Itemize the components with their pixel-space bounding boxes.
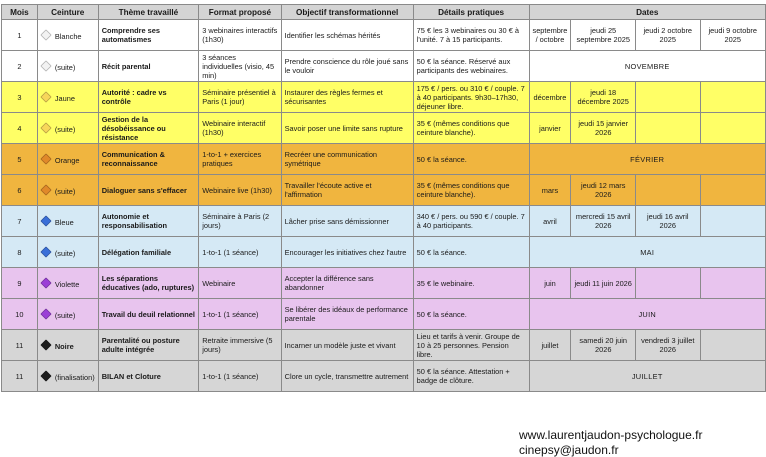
cell-theme: Comprendre ses automatismes <box>98 20 199 51</box>
cell-ceinture <box>37 268 98 299</box>
cell-ceinture <box>37 51 98 82</box>
cell-mois: 9 <box>2 268 38 299</box>
cell-ceinture <box>37 20 98 51</box>
header-theme: Thème travaillé <box>98 5 199 20</box>
cell-mois: 2 <box>2 51 38 82</box>
cell-objectif: Recréer une communication symétrique <box>281 144 413 175</box>
cell-theme: Autonomie et responsabilisation <box>98 206 199 237</box>
cell-mois: 6 <box>2 175 38 206</box>
cell-details: 50 € la séance. Attestation + badge de clôture. <box>413 361 529 392</box>
cell-date: jeudi 12 mars 2026 <box>571 175 636 206</box>
ceinture-label: (suite) <box>54 62 76 72</box>
cell-date <box>700 206 765 237</box>
header-mois: Mois <box>2 5 38 20</box>
cell-details: 50 € la séance. <box>413 237 529 268</box>
cell-details: 50 € la séance. <box>413 299 529 330</box>
cell-date <box>700 175 765 206</box>
cell-theme: Récit parental <box>98 51 199 82</box>
cell-format: Séminaire à Paris (2 jours) <box>199 206 281 237</box>
table-row <box>2 361 766 392</box>
cell-objectif: Instaurer des règles fermes et sécurisantes <box>281 82 413 113</box>
program-table <box>1 4 766 392</box>
table-row <box>2 51 766 82</box>
table-row <box>2 299 766 330</box>
cell-month-label: JUILLET <box>529 361 766 392</box>
cell-theme: Parentalité ou posture adulte intégrée <box>98 330 199 361</box>
cell-theme: Les séparations éducatives (ado, ruptures) <box>98 268 199 299</box>
cell-details: 75 € les 3 webinaires ou 30 € à l'unité. 7 à 15 participants. <box>413 20 529 51</box>
cell-month-label: MAI <box>529 237 766 268</box>
belt-diamond-icon <box>40 215 51 226</box>
cell-date <box>700 113 765 144</box>
belt-diamond-icon <box>40 339 51 350</box>
ceinture-label: Blanche <box>54 31 82 41</box>
cell-ceinture <box>37 175 98 206</box>
belt-diamond-icon <box>40 29 51 40</box>
belt-diamond-icon <box>40 153 51 164</box>
cell-period: septembre / octobre <box>529 20 571 51</box>
cell-theme: Communication & reconnaissance <box>98 144 199 175</box>
cell-period: avril <box>529 206 571 237</box>
cell-format: 1-to-1 + exercices pratiques <box>199 144 281 175</box>
header-ceinture: Ceinture <box>37 5 98 20</box>
table-row <box>2 268 766 299</box>
cell-mois: 11 <box>2 361 38 392</box>
table-body <box>2 20 766 392</box>
ceinture-label: (suite) <box>54 248 76 258</box>
cell-month-label: FÉVRIER <box>529 144 766 175</box>
cell-date <box>636 175 701 206</box>
belt-diamond-icon <box>40 122 51 133</box>
cell-format: Webinaire live (1h30) <box>199 175 281 206</box>
table-row <box>2 82 766 113</box>
cell-theme: Dialoguer sans s'effacer <box>98 175 199 206</box>
cell-date: jeudi 2 octobre 2025 <box>636 20 701 51</box>
cell-mois: 10 <box>2 299 38 330</box>
cell-details: 35 € (mêmes conditions que ceinture blanche). <box>413 175 529 206</box>
cell-ceinture <box>37 144 98 175</box>
cell-theme: Autorité : cadre vs contrôle <box>98 82 199 113</box>
cell-ceinture <box>37 361 98 392</box>
ceinture-label: (finalisation) <box>54 372 95 382</box>
cell-objectif: Encourager les initiatives chez l'autre <box>281 237 413 268</box>
header-format: Format proposé <box>199 5 281 20</box>
cell-ceinture <box>37 113 98 144</box>
cell-mois: 5 <box>2 144 38 175</box>
cell-mois: 8 <box>2 237 38 268</box>
header-details: Détails pratiques <box>413 5 529 20</box>
cell-ceinture <box>37 299 98 330</box>
cell-date <box>700 268 765 299</box>
belt-diamond-icon <box>40 91 51 102</box>
ceinture-label: Jaune <box>54 93 75 103</box>
cell-details: 35 € le webinaire. <box>413 268 529 299</box>
belt-diamond-icon <box>40 184 51 195</box>
ceinture-label: Bleue <box>54 217 74 227</box>
cell-date: mercredi 15 avril 2026 <box>571 206 636 237</box>
table-row <box>2 237 766 268</box>
cell-theme: Gestion de la désobéissance ou résistance <box>98 113 199 144</box>
cell-mois: 11 <box>2 330 38 361</box>
cell-date <box>636 268 701 299</box>
cell-month-label: NOVEMBRE <box>529 51 766 82</box>
cell-ceinture <box>37 330 98 361</box>
ceinture-label: Violette <box>54 279 80 289</box>
header-objectif: Objectif transformationnel <box>281 5 413 20</box>
cell-date <box>636 82 701 113</box>
cell-ceinture <box>37 82 98 113</box>
ceinture-label: Orange <box>54 155 80 165</box>
cell-details: 35 € (mêmes conditions que ceinture blanche). <box>413 113 529 144</box>
belt-diamond-icon <box>40 308 51 319</box>
belt-diamond-icon <box>40 370 51 381</box>
cell-date: jeudi 16 avril 2026 <box>636 206 701 237</box>
cell-format: Webinaire <box>199 268 281 299</box>
cell-ceinture <box>37 206 98 237</box>
ceinture-label: Noire <box>54 341 74 351</box>
cell-period: juillet <box>529 330 571 361</box>
header-row <box>2 5 766 20</box>
cell-mois: 3 <box>2 82 38 113</box>
cell-date: jeudi 25 septembre 2025 <box>571 20 636 51</box>
cell-format: 3 séances individuelles (visio, 45 min) <box>199 51 281 82</box>
cell-format: 3 webinaires interactifs (1h30) <box>199 20 281 51</box>
table-row <box>2 113 766 144</box>
cell-format: 1-to-1 (1 séance) <box>199 361 281 392</box>
table-row <box>2 206 766 237</box>
cell-date: jeudi 11 juin 2026 <box>571 268 636 299</box>
cell-theme: Délégation familiale <box>98 237 199 268</box>
footer-website[interactable]: www.laurentjaudon-psychologue.fr <box>519 428 703 442</box>
cell-objectif: Incarner un modèle juste et vivant <box>281 330 413 361</box>
header-dates: Dates <box>529 5 766 20</box>
table-row <box>2 175 766 206</box>
cell-date: jeudi 9 octobre 2025 <box>700 20 765 51</box>
cell-theme: BILAN et Cloture <box>98 361 199 392</box>
cell-period: mars <box>529 175 571 206</box>
table-row <box>2 144 766 175</box>
cell-mois: 4 <box>2 113 38 144</box>
cell-format: Séminaire présentiel à Paris (1 jour) <box>199 82 281 113</box>
cell-month-label: JUIN <box>529 299 766 330</box>
belt-diamond-icon <box>40 60 51 71</box>
cell-details: 50 € la séance. Réservé aux participants des webinaires. <box>413 51 529 82</box>
cell-date: samedi 20 juin 2026 <box>571 330 636 361</box>
cell-objectif: Identifier les schémas hérités <box>281 20 413 51</box>
cell-format: 1-to-1 (1 séance) <box>199 299 281 330</box>
cell-date: jeudi 15 janvier 2026 <box>571 113 636 144</box>
cell-date <box>700 330 765 361</box>
cell-date <box>700 82 765 113</box>
cell-objectif: Travailler l'écoute active et l'affirmation <box>281 175 413 206</box>
cell-objectif: Savoir poser une limite sans rupture <box>281 113 413 144</box>
cell-details: 175 € / pers. ou 310 € / couple. 7 à 40 participants. 9h30–17h30, déjeuner libre. <box>413 82 529 113</box>
cell-format: Webinaire interactif (1h30) <box>199 113 281 144</box>
ceinture-label: (suite) <box>54 124 76 134</box>
cell-details: 340 € / pers. ou 590 € / couple. 7 à 40 participants. <box>413 206 529 237</box>
table-row <box>2 330 766 361</box>
cell-details: 50 € la séance. <box>413 144 529 175</box>
belt-diamond-icon <box>40 246 51 257</box>
belt-diamond-icon <box>40 277 51 288</box>
footer-email[interactable]: cinepsy@jaudon.fr <box>519 443 619 457</box>
cell-date: jeudi 18 décembre 2025 <box>571 82 636 113</box>
cell-date: vendredi 3 juillet 2026 <box>636 330 701 361</box>
ceinture-label: (suite) <box>54 186 76 196</box>
cell-objectif: Accepter la différence sans abandonner <box>281 268 413 299</box>
cell-period: juin <box>529 268 571 299</box>
cell-objectif: Se libérer des idéaux de performance parentale <box>281 299 413 330</box>
ceinture-label: (suite) <box>54 310 76 320</box>
cell-date <box>636 113 701 144</box>
cell-period: décembre <box>529 82 571 113</box>
cell-objectif: Clore un cycle, transmettre autrement <box>281 361 413 392</box>
cell-format: 1-to-1 (1 séance) <box>199 237 281 268</box>
cell-ceinture <box>37 237 98 268</box>
cell-objectif: Prendre conscience du rôle joué sans le vouloir <box>281 51 413 82</box>
cell-period: janvier <box>529 113 571 144</box>
cell-details: Lieu et tarifs à venir. Groupe de 10 à 25 personnes. Pension libre. <box>413 330 529 361</box>
cell-format: Retraite immersive (5 jours) <box>199 330 281 361</box>
table-row <box>2 20 766 51</box>
cell-objectif: Lâcher prise sans démissionner <box>281 206 413 237</box>
cell-mois: 7 <box>2 206 38 237</box>
cell-mois: 1 <box>2 20 38 51</box>
cell-theme: Travail du deuil relationnel <box>98 299 199 330</box>
